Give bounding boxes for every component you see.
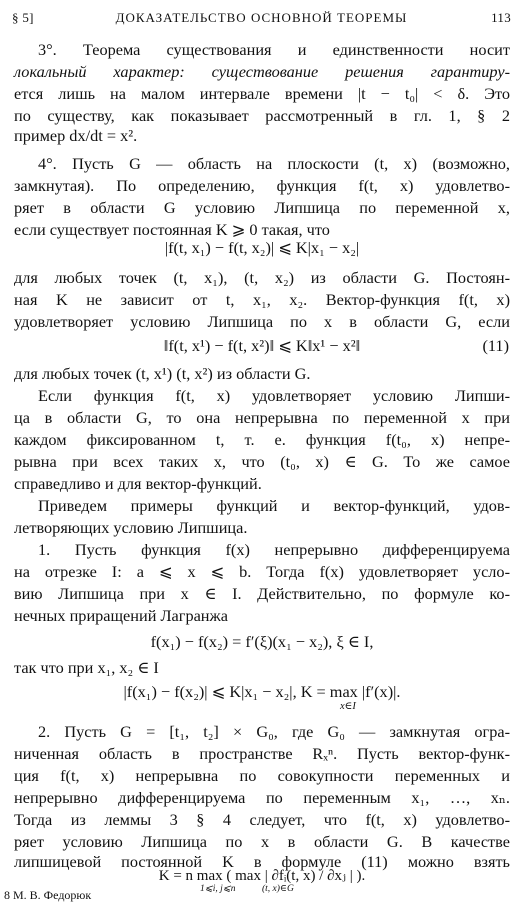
running-title: ДОКАЗАТЕЛЬСТВО ОСНОВНОЙ ТЕОРЕМЫ	[115, 10, 408, 25]
text-line: Приведем примеры функций и вектор-функций, удов-	[38, 496, 510, 515]
signature-footer: 8 М. В. Федорюк	[4, 888, 92, 902]
display-formula	[14, 682, 510, 702]
text-line: 3°. Теорема существования и единственности носит	[38, 40, 510, 59]
text-line: ется лишь на малом интервале времени |t − t₀| < δ. Это	[14, 84, 510, 103]
display-formula: |f(t, x₁) − f(t, x₂)| ⩽ K|x₁ − x₂|	[164, 238, 360, 257]
text-line: вию Липшица при x ∈ I. Действительно, по формуле ко-	[14, 584, 510, 603]
text-line: липшицевой постоянной K в формуле (11) можно взять	[14, 852, 510, 871]
text-line: ная K не зависит от t, x₁, x₂. Вектор-функция f(t, x)	[14, 290, 510, 309]
text-line: справедливо и для вектор-функций.	[14, 474, 262, 493]
text-line: ряет условию Липшица по x в области G. В качестве	[14, 832, 510, 851]
text-line: по существу, как показывает рассмотренный в гл. 1, § 2	[14, 106, 510, 125]
text-line: так что при x₁, x₂ ∈ I	[14, 658, 159, 677]
equation-number: (11)	[482, 336, 509, 355]
max-subscript-tx: (t, x)∈G	[262, 884, 294, 894]
page-number: 113	[491, 10, 511, 25]
formula-line: пример dx/dt = x².	[14, 126, 138, 145]
text-line: 2. Пусть G = [t₁, t₂] × G₀, где G₀ — замкнутая огра-	[38, 722, 510, 741]
formula-text: |f(x₁) − f(x₂)| ⩽ K|x₁ − x₂|, K = max |f′(x)|.	[123, 682, 401, 701]
text-line: на отрезке I: a ⩽ x ⩽ b. Тогда f(x) удовлетворяет усло-	[14, 562, 510, 581]
text-line: Если функция f(t, x) удовлетворяет условию Липши-	[38, 386, 510, 405]
text-line: для любых точек (t, x₁), (t, x₂) из области G. Постоян-	[14, 268, 510, 287]
text-line: для любых точек (t, x¹) (t, x²) из области G.	[14, 364, 311, 383]
display-formula: f(x₁) − f(x₂) = f′(ξ)(x₁ − x₂), ξ ∈ I,	[150, 632, 374, 651]
text-line: непрерывно дифференцируема по переменным x₁, …, xₙ.	[14, 788, 510, 807]
text-line: рывна при всех таких x, что (t₀, x) ∈ G. То же самое	[14, 452, 510, 471]
text-line: нечных приращений Лагранжа	[14, 606, 228, 625]
formula-text: K = n max ( max | ∂fᵢ(t, x) / ∂xⱼ | ).	[158, 868, 366, 884]
display-formula: ‖f(t, x¹) − f(t, x²)‖ ⩽ K‖x¹ − x²‖	[163, 336, 361, 355]
section-marker: § 5]	[12, 10, 34, 25]
text-line: замкнутая). По определению, функция f(t, x) удовлетво-	[14, 176, 510, 195]
text-line: локальный характер: существование решения гарантиру-	[14, 62, 510, 81]
text-line: летворяющих условию Липшица.	[14, 518, 248, 537]
text-line: ца в области G, то она непрерывна по переменной x при	[14, 408, 510, 427]
max-subscript-ij: 1⩽i, j⩽n	[200, 884, 236, 894]
text-line: каждом фиксированном t, т. е. функция f(t₀, x) непре-	[14, 430, 510, 449]
running-header	[12, 10, 511, 30]
text-line: ряет в области G условию Липшица по переменной x,	[14, 198, 510, 217]
text-line: Тогда из леммы 3 § 4 следует, что f(t, x) удовлетво-	[14, 810, 510, 829]
text-line: если существует постоянная K ⩾ 0 такая, что	[14, 220, 330, 239]
text-line: 1. Пусть функция f(x) непрерывно дифференцируема	[38, 540, 510, 559]
text-line: ция f(t, x) непрерывна по совокупности переменных и	[14, 766, 510, 785]
max-subscript: x∈I	[340, 701, 356, 712]
text-line: удовлетворяет условию Липшица по x в области G, если	[14, 312, 510, 331]
text-line: 4°. Пусть G — область на плоскости (t, x) (возможно,	[38, 154, 510, 173]
text-line: ниченная область в пространстве Rₓⁿ. Пусть вектор-функ-	[14, 744, 510, 763]
